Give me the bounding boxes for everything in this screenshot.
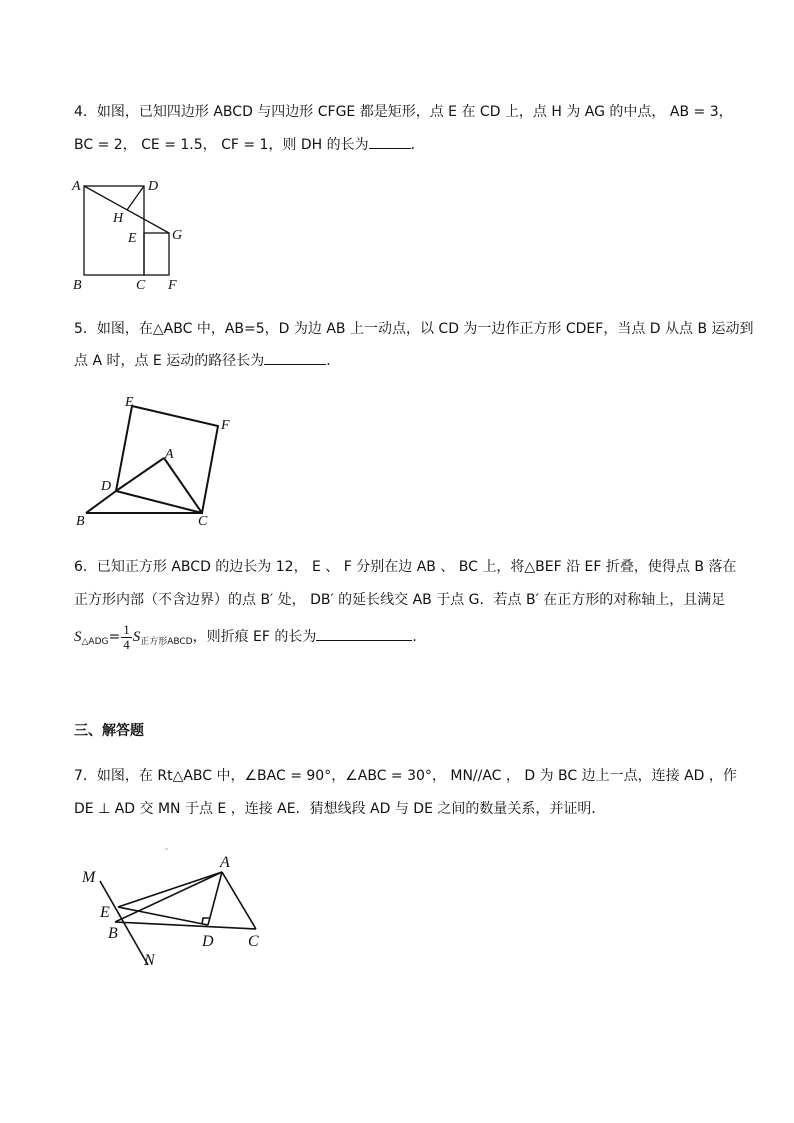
q5-label-e: E — [125, 395, 134, 410]
q6-line-3-end: ． — [412, 629, 427, 645]
q4-label-h: H — [113, 211, 124, 226]
q4-label-g: G — [172, 228, 183, 243]
q4-label-f: F — [168, 278, 177, 293]
q7-label-b: B — [108, 925, 118, 942]
q4-line-1: 4．如图，已知四边形 ABCD 与四边形 CFGE 都是矩形，点 E 在 CD 上，点 H 为 AG 的中点， AB = 3， — [74, 104, 733, 120]
q4-line-2-end: ． — [410, 137, 425, 153]
q6-equals: = — [108, 629, 121, 645]
q5-line-2-text: 点 A 时，点 E 运动的路径长为 — [74, 353, 265, 369]
q5-answer-blank — [264, 350, 326, 365]
q6-line-3-text: ，则折痕 EF 的长为 — [192, 629, 317, 645]
q5-label-f: F — [221, 418, 230, 433]
q5-label-a: A — [165, 447, 174, 462]
q6-line-3 — [74, 622, 426, 657]
section-title: 三、解答题 — [74, 723, 144, 739]
q5-figure — [70, 390, 250, 540]
q4-line-2-text: BC = 2， CE = 1.5， CF = 1，则 DH 的长为 — [74, 137, 369, 153]
q4-label-a: A — [72, 179, 81, 194]
q7-line-2: DE ⊥ AD 交 MN 于点 E ，连接 AE．猜想线段 AD 与 DE 之间的数量关系，并证明． — [74, 801, 606, 817]
q4-answer-blank — [369, 134, 411, 149]
q7-label-e: E — [100, 904, 110, 921]
q6-fraction-den: 4 — [123, 636, 130, 652]
q7-line-1: 7．如图，在 Rt△ABC 中，∠BAC = 90°，∠ABC = 30°， MN//AC ， D 为 BC 边上一点，连接 AD ，作 — [74, 768, 737, 784]
q5-line-2-end: ． — [326, 353, 341, 369]
q6-area-square: $S_{正方形ABCD}$ — [132, 629, 193, 647]
q4-figure — [60, 170, 200, 300]
q6-area-adg: $S_{\triangle ADG}$ — [74, 629, 109, 647]
q6-line-2: 正方形内部（不含边界）的点 B′ 处， DB′ 的延长线交 AB 于点 G．若点 B′ 在正方形的对称轴上，且满足 — [74, 592, 726, 608]
q5-line-1: 5．如图，在△ABC 中，AB=5，D 为边 AB 上一动点，以 CD 为一边作正方形 CDEF，当点 D 从点 B 运动到 — [74, 321, 754, 337]
q7-figure — [70, 845, 290, 975]
q6-answer-blank — [316, 626, 412, 641]
q7-label-m: M — [82, 869, 96, 886]
q6-line-1: 6．已知正方形 ABCD 的边长为 12， E 、 F 分别在边 AB 、 BC 上，将△BEF 沿 EF 折叠，使得点 B 落在 — [74, 559, 737, 575]
q7-label-c: C — [248, 933, 259, 950]
q5-line-2 — [74, 350, 340, 371]
q4-label-c: C — [136, 278, 146, 293]
q4-line-2 — [74, 134, 425, 155]
q5-label-b: B — [76, 514, 85, 529]
q4-label-e: E — [128, 231, 137, 246]
q7-label-a: A — [220, 854, 230, 871]
q5-label-c: C — [198, 514, 208, 529]
q4-label-b: B — [73, 278, 82, 293]
q7-label-n: N — [144, 952, 155, 969]
q6-fraction-num: 1 — [123, 621, 130, 637]
q5-label-d: D — [101, 479, 112, 494]
q7-label-d: D — [202, 933, 214, 950]
q6-fraction — [121, 623, 132, 652]
q4-label-d: D — [148, 179, 159, 194]
